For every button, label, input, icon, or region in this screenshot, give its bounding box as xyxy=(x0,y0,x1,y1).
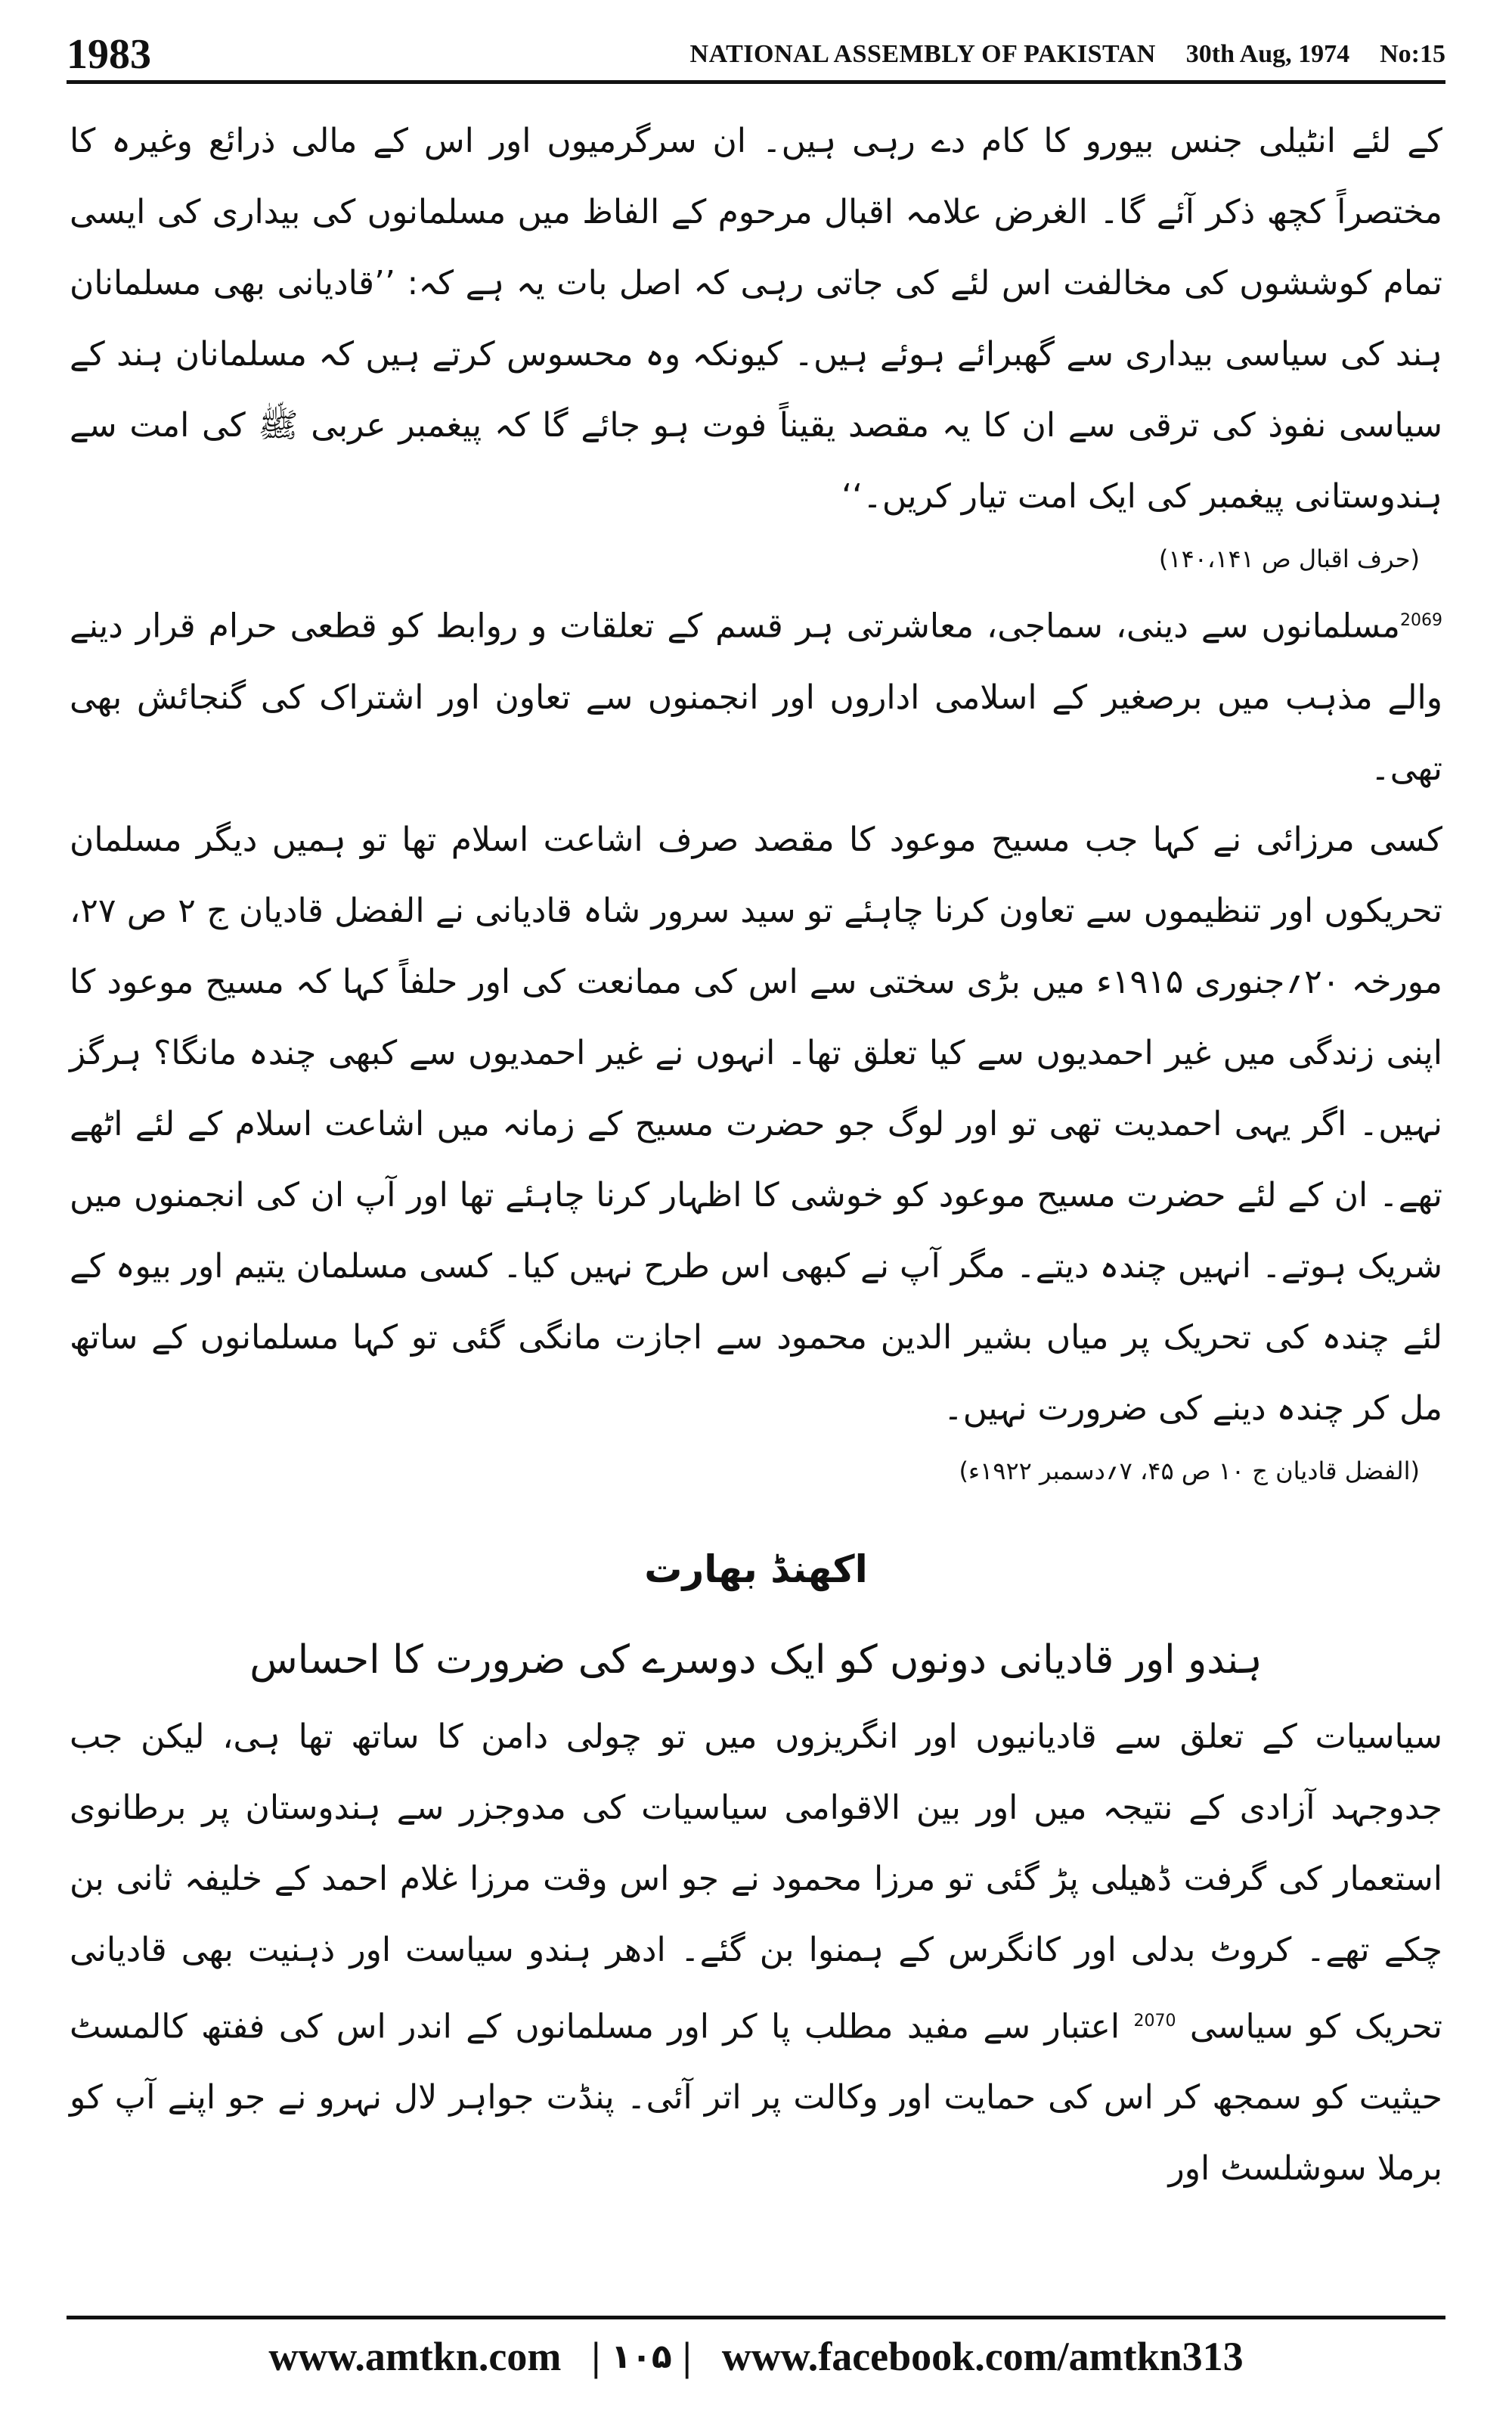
session-date: 30th Aug, 1974 xyxy=(1185,40,1350,68)
paragraph-intelligence: کے لئے انٹیلی جنس بیورو کا کام دے رہی ہیں۔ ان سرگرمیوں اور اس کے مالی ذرائع وغیرہ کا مختصراً کچھ ذکر آئے گا۔ الغرض علامہ اقبال مرحوم کے الفاظ میں مسلمانوں کی بیداری کی ایسی تمام کوششوں کی مخالفت اس لئے کی جاتی رہی کہ اصل بات یہ ہے کہ: ’’قادیانی بھی مسلمانان ہند کی سیاسی بیداری سے گھبرائے ہوئے ہیں۔ کیونکہ وہ محسوس کرتے ہیں کہ مسلمانان ہند کے سیاسی نفوذ کی ترقی سے ان کا یہ مقصد یقیناً فوت ہو جائے گا کہ پیغمبر عربی ﷺ کی امت سے ہندوستانی پیغمبر کی ایک امت تیار کریں۔‘‘ xyxy=(70,122,1442,516)
paragraph-text-b: اعتبار سے مفید مطلب پا کر اور مسلمانوں کے اندر اس کی ففتھ کالمسٹ حیثیت کو سمجھ کر اس کی حمایت اور وکالت پر اتر آئی۔ پنڈت جواہر لال نہرو نے جو اپنے آپ کو برملا سوشلسٹ اور xyxy=(70,2007,1442,2189)
document-body xyxy=(70,106,1442,2204)
citation-text: (حرف اقبال ص ۱۴۰،۱۴۱) xyxy=(1158,544,1420,573)
separator: | xyxy=(591,2334,601,2379)
facebook-link[interactable]: www.facebook.com/amtkn313 xyxy=(721,2334,1244,2379)
citation-text: (الفضل قادیان ج ۱۰ ص ۴۵، ۷؍دسمبر ۱۹۲۲ء) xyxy=(959,1456,1420,1485)
citation-alfazl xyxy=(70,1444,1442,1497)
paragraph-text: مسلمانوں سے دینی، سماجی، معاشرتی ہر قسم کے تعلقات و روابط کو قطعی حرام قرار دینے والے مذہب میں برصغیر کے اسلامی اداروں اور انجمنوں سے تعاون اور اشتراک کی گنجائش بھی تھی۔ xyxy=(70,607,1442,788)
book-page-marker xyxy=(591,2333,691,2380)
book-page-number: ۱۰۵ xyxy=(611,2337,672,2376)
paragraph-politics xyxy=(70,1702,1442,2205)
page-footer xyxy=(67,2316,1445,2380)
page-header xyxy=(67,29,1445,84)
footnote-marker: 2069 xyxy=(1400,611,1442,630)
paragraph-2069 xyxy=(70,585,1442,805)
header-info xyxy=(690,40,1445,69)
paragraph-text-a: سیاسیات کے تعلق سے قادیانیوں اور انگریزوں میں تو چولی دامن کا ساتھ تھا ہی، لیکن جب جدوجہد آزادی کے نتیجہ میں اور بین الاقوامی سیاسیات کی مدوجزر سے ہندوستان پر برطانوی استعمار کی گرفت ڈھیلی پڑ گئی تو مرزا محمود نے جو اس وقت مرزا غلام احمد کے خلیفہ ثانی بن چکے تھے۔ کروٹ بدلی اور کانگرس کے ہمنوا بن گئے۔ ادھر ہندو سیاست اور ذہنیت بھی قادیانی تحریک کو سیاسی xyxy=(70,1717,1443,2046)
issue-number: No:15 xyxy=(1380,40,1445,68)
section-subheading: ہندو اور قادیانی دونوں کو ایک دوسرے کی ضرورت کا احساس xyxy=(249,1637,1263,1683)
footnote-marker: 2070 xyxy=(1133,2011,1176,2031)
section-heading: اکھنڈ بھارت xyxy=(644,1547,868,1591)
citation-harf-iqbal xyxy=(70,532,1442,585)
separator: | xyxy=(682,2334,692,2379)
publication-title: NATIONAL ASSEMBLY OF PAKISTAN xyxy=(689,40,1156,68)
paragraph-mirzai: کسی مرزائی نے کہا جب مسیح موعود کا مقصد صرف اشاعت اسلام تھا تو ہمیں دیگر مسلمان تحریکوں اور تنظیموں سے تعاون کرنا چاہئے تو سید سرور شاہ قادیانی نے الفضل قادیان ج ۲ ص ۲۷، مورخہ ۲۰؍جنوری ۱۹۱۵ء میں بڑی سختی سے اس کی ممانعت کی اور حلفاً کہا کہ مسیح موعود کا اپنی زندگی میں غیر احمدیوں سے کیا تعلق تھا۔ انہوں نے غیر احمدیوں سے کبھی چندہ مانگا؟ ہرگز نہیں۔ اگر یہی احمدیت تھی تو اور لوگ جو حضرت مسیح کے زمانہ میں اشاعت اسلام کے لئے اٹھے تھے۔ ان کے لئے حضرت مسیح موعود کو خوشی کا اظہار کرنا چاہئے تھا اور آپ ان کی انجمنوں میں شریک ہوتے۔ انہیں چندہ دیتے۔ مگر آپ نے کبھی اس طرح نہیں کیا۔ کسی مسلمان یتیم اور بیوہ کے لئے چندہ کی تحریک پر میاں بشیر الدین محمود سے اجازت مانگی گئی تو کہا مسلمانوں کے ساتھ مل کر چندہ دینے کی ضرورت نہیں۔ xyxy=(70,820,1442,1428)
page-number: 1983 xyxy=(67,31,151,78)
website-link[interactable]: www.amtkn.com xyxy=(268,2334,562,2379)
